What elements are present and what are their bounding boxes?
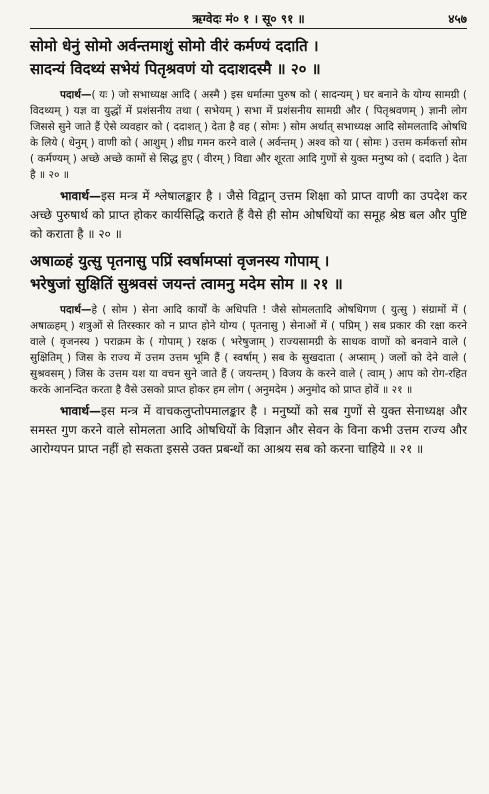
mantra-21 <box>30 250 467 296</box>
mantra-20-line-2: सादन्यं विदथ्यं सभेयं पितृश्रवणं यो ददाशदस्मै ॥ २० ॥ <box>30 60 321 78</box>
padarth-20-text: ( यः ) जो सभाध्यक्ष आदि ( अस्मै ) इस धर्मात्मा पुरुष को ( सादन्यम् ) घर बनाने के योग्य सामग्री ( विदथ्यम् ) यज्ञ वा युद्धों में प्रशंसनीय तथा ( सभेयम् ) सभा में प्रशंसनीय सामग्री और ( पितृश्रवणम् ) ज्ञानी लोग जिससे सुने जाते हैं ऐसे व्यवहार को ( ददाशत् ) देता है वह ( सोमः ) सोम अर्थात् सभाध्यक्ष आदि सोमलतादि ओषधि के लिये ( धेनुम् ) वाणी को ( आशुम् ) शीघ्र गमन करने वाले ( अर्वन्तम् ) अश्व को या ( सोमः ) उत्तम कर्मकर्त्ता सोम ( कर्मण्यम् ) अच्छे अच्छे कामों से सिद्ध हुए ( वीरम् ) विद्या और शूरता आदि गुणों से युक्त मनुष्य को ( ददाति ) देता है ॥ २० ॥ <box>30 89 467 181</box>
bhavarth-21-label: भावार्थ— <box>60 404 101 418</box>
mantra-20 <box>30 35 467 81</box>
padarth-21-label: पदार्थ— <box>60 304 92 316</box>
padarth-20-label: पदार्थ— <box>60 89 92 101</box>
padarth-21 <box>30 302 467 398</box>
bhavarth-21-text: इस मन्त्र में वाचकलुप्तोपमालङ्कार है । मनुष्यों को सब गुणों से युक्त सेनाध्यक्ष और समस्त गुण करने वाले सोमलता आदि ओषधियों के विज्ञान और सेवन के विना कभी उत्तम राज्य और आरोग्यपन प्राप्त नहीं हो सकता इससे उक्त प्रबन्धों का आश्रय सब को करना चाहिये ॥ २१ ॥ <box>30 404 467 456</box>
page <box>0 4 489 794</box>
bhavarth-20-text: इस मन्त्र में श्लेषालङ्कार है । जैसे विद्वान् उत्तम शिक्षा को प्राप्त वाणी का उपदेश कर अच्छे पुरुषार्थ को प्राप्त होकर कार्यसिद्धि कराते हैं वैसे ही सोम ओषधियों का समूह श्रेष्ठ बल और पुष्टि को कराता है ॥ २० ॥ <box>30 189 467 241</box>
page-number: ४५७ <box>448 12 467 26</box>
mantra-21-line-1: अषाळ्हं युत्सु पृतनासु पप्रिं स्वर्षामप्सां वृजनस्य गोपाम् । <box>30 252 330 270</box>
padarth-21-text: हे ( सोम ) सेना आदि कार्यों के अधिपति ! जैसे सोमलतादि ओषधिगण ( युत्सु ) संग्रामों में ( अषाळ्हम् ) शत्रुओं से तिरस्कार को न प्राप्त होने योग्य ( पृतनासु ) सेनाओं में ( पप्रिम् ) सब प्रकार की रक्षा करने वाले ( वृजनस्य ) पराक्रम के ( गोपाम् ) रक्षक ( भरेषुजाम् ) राज्यसामग्री के साधक वाणों को बनवाने वाले ( सुक्षितिम् ) जिस के राज्य में उत्तम उत्तम भूमि हैं ( स्वर्षाम् ) सब के सुखदाता ( अप्साम् ) जलों को देने वाले ( सुश्रवसम् ) जिस के उत्तम यश या वचन सुने जाते हैं ( जयन्तम् ) विजय के करने वाले ( त्वाम् ) आप को रोग-रहित करके आनन्दित करता है वैसे उसको प्राप्त होकर हम लोग ( अनुमदेम ) अनुमोद को प्राप्त होवें ॥ २१ ॥ <box>30 304 467 396</box>
bhavarth-20-label: भावार्थ— <box>60 189 101 203</box>
running-title: ऋग्वेदः मं० १ । सू० ९१ ॥ <box>192 12 305 26</box>
bhavarth-20 <box>30 187 467 244</box>
running-head <box>30 4 467 26</box>
mantra-21-line-2: भरेषुजां सुक्षितिं सुश्रवसं जयन्तं त्वामनु मदेम सोम ॥ २१ ॥ <box>30 275 343 293</box>
padarth-20 <box>30 87 467 183</box>
header-rule <box>30 28 467 29</box>
bhavarth-21 <box>30 402 467 459</box>
mantra-20-line-1: सोमो धेनुं सोमो अर्वन्तमाशुं सोमो वीरं कर्मण्यं ददाति । <box>30 37 319 55</box>
